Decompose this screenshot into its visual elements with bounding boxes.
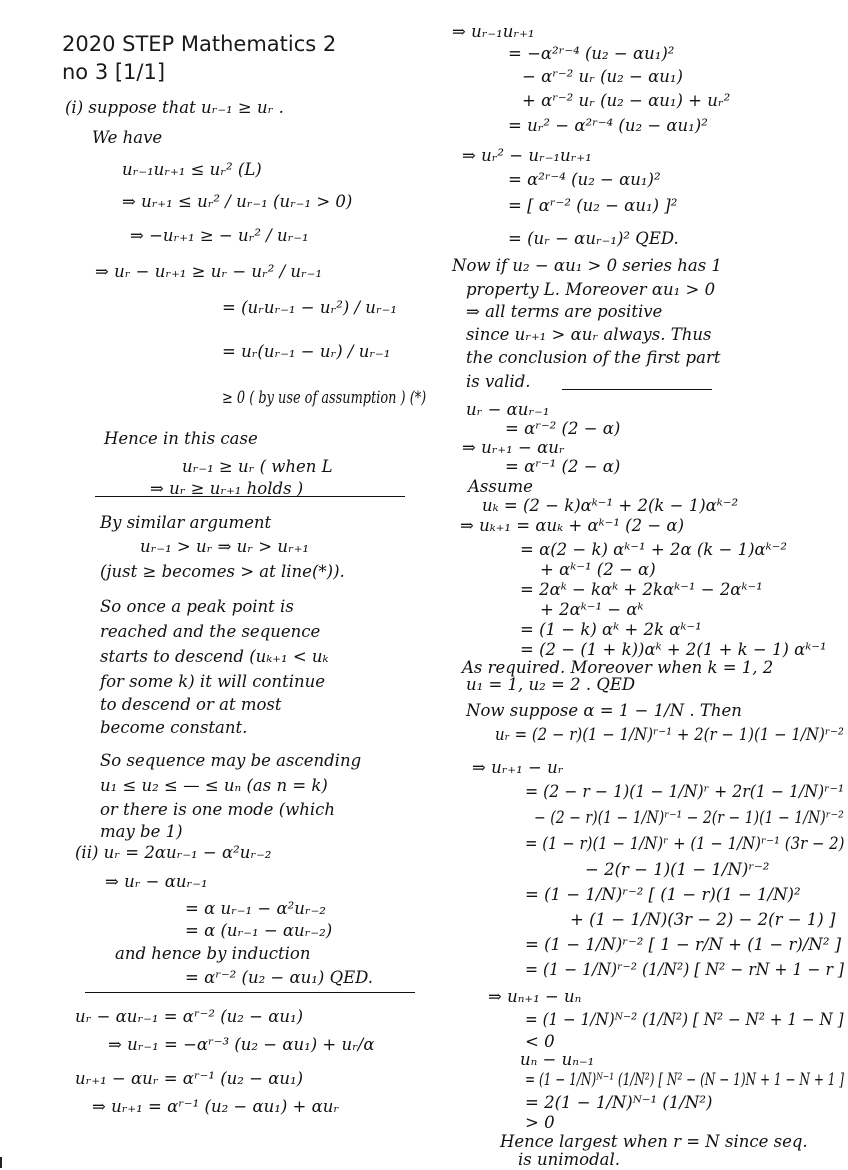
left-math-line: = α uᵣ₋₁ − α²uᵣ₋₂ [185, 899, 326, 918]
left-math-line: (just ≥ becomes > at line(*)). [100, 562, 345, 581]
left-math-line: ⇒ −uᵣ₊₁ ≥ − uᵣ² / uᵣ₋₁ [130, 226, 309, 245]
right-math-line: > 0 [525, 1113, 555, 1132]
left-math-line: ⇒ uᵣ₊₁ ≤ uᵣ² / uᵣ₋₁ (uᵣ₋₁ > 0) [122, 192, 353, 211]
left-math-line: (i) suppose that uᵣ₋₁ ≥ uᵣ . [65, 98, 284, 117]
section-divider [85, 992, 415, 993]
right-math-line: Assume [468, 477, 533, 496]
right-math-line: the conclusion of the first part [466, 348, 721, 367]
right-column [430, 0, 848, 1168]
right-math-line: ⇒ uᵣ₊₁ − uᵣ [472, 758, 564, 777]
right-math-line: = 2(1 − 1/N)ᴺ⁻¹ (1/N²) [525, 1093, 713, 1112]
right-math-line: − (2 − r)(1 − 1/N)ʳ⁻¹ − 2(r − 1)(1 − 1/N)ʳ⁻² [534, 808, 844, 827]
right-math-line: = uᵣ² − α²ʳ⁻⁴ (u₂ − αu₁)² [508, 116, 708, 135]
right-math-line: u₁ = 1, u₂ = 2 . QED [466, 675, 636, 694]
right-math-line: = (uᵣ − αuᵣ₋₁)² QED. [508, 229, 679, 248]
right-math-line: < 0 [525, 1032, 555, 1051]
left-math-line: starts to descend (uₖ₊₁ < uₖ [100, 647, 329, 666]
left-math-line: become constant. [100, 718, 248, 737]
left-math-line: ⇒ uᵣ − αuᵣ₋₁ [105, 872, 208, 891]
right-math-line: ⇒ uₖ₊₁ = αuₖ + αᵏ⁻¹ (2 − α) [460, 516, 685, 535]
left-math-line: ⇒ uᵣ₋₁ = −αʳ⁻³ (u₂ − αu₁) + uᵣ/α [108, 1035, 375, 1054]
right-math-line: ⇒ uᵣ₊₁ − αuᵣ [462, 438, 565, 457]
left-math-line: for some k) it will continue [100, 672, 325, 691]
right-math-line: + αʳ⁻² uᵣ (u₂ − αu₁) + uᵣ² [522, 91, 731, 110]
right-math-line: since uᵣ₊₁ > αuᵣ always. Thus [466, 325, 712, 344]
left-math-line: So sequence may be ascending [100, 751, 362, 770]
right-math-line: = (1 − 1/N)ᴺ⁻² (1/N²) [ N² − N² + 1 − N ] [525, 1010, 844, 1029]
left-math-line: (ii) uᵣ = 2αuᵣ₋₁ − α²uᵣ₋₂ [75, 843, 272, 862]
right-math-line: = 2αᵏ − kαᵏ + 2kαᵏ⁻¹ − 2αᵏ⁻¹ [520, 580, 763, 599]
left-math-line: ≥ 0 ( by use of assumption ) (*) [222, 388, 427, 407]
right-math-line: + 2αᵏ⁻¹ − αᵏ [540, 600, 644, 619]
right-math-line: + (1 − 1/N)(3r − 2) − 2(r − 1) ] [570, 910, 836, 929]
right-math-line: = (1 − 1/N)ʳ⁻² (1/N²) [ N² − rN + 1 − r ] [525, 960, 845, 979]
right-math-line: Now if u₂ − αu₁ > 0 series has 1 [452, 256, 722, 275]
right-math-line: is unimodal. [518, 1150, 621, 1169]
left-math-line: = α (uᵣ₋₁ − αuᵣ₋₂) [185, 921, 333, 940]
right-math-line: = (1 − 1/N)ᴺ⁻¹ (1/N²) [ N² − (N − 1)N + 1 − N + 1 ] [525, 1070, 845, 1089]
left-math-line: and hence by induction [115, 944, 311, 963]
right-math-line: = (2 − r − 1)(1 − 1/N)ʳ + 2r(1 − 1/N)ʳ⁻¹ [525, 782, 845, 801]
right-math-line: uᵣ − αuᵣ₋₁ [466, 400, 550, 419]
left-math-line: to descend or at most [100, 695, 282, 714]
right-math-line: + αᵏ⁻¹ (2 − α) [540, 560, 656, 579]
left-math-line: u₁ ≤ u₂ ≤ — ≤ uₙ (as n = k) [100, 776, 328, 795]
left-math-line: may be 1) [100, 822, 183, 841]
right-math-line: = (1 − 1/N)ʳ⁻² [ (1 − r)(1 − 1/N)² [525, 885, 801, 904]
left-math-line: reached and the sequence [100, 622, 321, 641]
right-math-line: uᵣ = (2 − r)(1 − 1/N)ʳ⁻¹ + 2(r − 1)(1 − 1/N)ʳ⁻² [495, 725, 844, 744]
right-math-line: = αʳ⁻² (2 − α) [505, 419, 621, 438]
right-math-line: = (1 − k) αᵏ + 2k αᵏ⁻¹ [520, 620, 702, 639]
left-math-line: By similar argument [100, 513, 272, 532]
document-title: 2020 STEP Mathematics 2 [62, 32, 337, 56]
left-math-line: ⇒ uᵣ − uᵣ₊₁ ≥ uᵣ − uᵣ² / uᵣ₋₁ [95, 262, 323, 281]
left-math-line: So once a peak point is [100, 597, 294, 616]
left-math-line: uᵣ₋₁ > uᵣ ⇒ uᵣ > uᵣ₊₁ [140, 537, 310, 556]
right-math-line: = αʳ⁻¹ (2 − α) [505, 457, 621, 476]
left-math-line: or there is one mode (which [100, 800, 336, 819]
left-math-line: ⇒ uᵣ₊₁ = αʳ⁻¹ (u₂ − αu₁) + αuᵣ [92, 1097, 340, 1116]
right-math-line: Now suppose α = 1 − 1/N . Then [466, 701, 742, 720]
right-math-line: uₙ − uₙ₋₁ [520, 1050, 595, 1069]
page-corner-mark [0, 1157, 2, 1168]
left-math-line: uᵣ − αuᵣ₋₁ = αʳ⁻² (u₂ − αu₁) [75, 1007, 304, 1026]
right-math-line: = α²ʳ⁻⁴ (u₂ − αu₁)² [508, 170, 661, 189]
right-math-line: ⇒ all terms are positive [466, 302, 663, 321]
left-math-line: = (uᵣuᵣ₋₁ − uᵣ²) / uᵣ₋₁ [222, 298, 397, 317]
document-subtitle: no 3 [1/1] [62, 60, 166, 84]
left-math-line: uᵣ₋₁uᵣ₊₁ ≤ uᵣ² (L) [122, 160, 262, 179]
right-math-line: is valid. [466, 372, 531, 391]
left-math-line: = uᵣ(uᵣ₋₁ − uᵣ) / uᵣ₋₁ [222, 342, 391, 361]
right-math-line: property L. Moreover αu₁ > 0 [466, 280, 716, 299]
right-math-line: uₖ = (2 − k)αᵏ⁻¹ + 2(k − 1)αᵏ⁻² [482, 496, 739, 515]
left-math-line: uᵣ₋₁ ≥ uᵣ ( when L [182, 457, 333, 476]
right-math-line: ⇒ uᵣ² − uᵣ₋₁uᵣ₊₁ [462, 146, 592, 165]
left-math-line: ⇒ uᵣ ≥ uᵣ₊₁ holds ) [150, 479, 304, 498]
right-math-line: = (2 − (1 + k))αᵏ + 2(1 + k − 1) αᵏ⁻¹ [520, 640, 827, 659]
right-math-line: = [ αʳ⁻² (u₂ − αu₁) ]² [508, 196, 678, 215]
section-divider [95, 496, 405, 497]
left-math-line: uᵣ₊₁ − αuᵣ = αʳ⁻¹ (u₂ − αu₁) [75, 1069, 304, 1088]
right-math-line: − αʳ⁻² uᵣ (u₂ − αu₁) [522, 67, 683, 86]
right-math-line: = (1 − 1/N)ʳ⁻² [ 1 − r/N + (1 − r)/N² ] [525, 935, 842, 954]
right-math-line: ⇒ uₙ₊₁ − uₙ [488, 987, 582, 1006]
left-math-line: Hence in this case [104, 429, 258, 448]
right-math-line: = −α²ʳ⁻⁴ (u₂ − αu₁)² [508, 44, 675, 63]
right-math-line: = α(2 − k) αᵏ⁻¹ + 2α (k − 1)αᵏ⁻² [520, 540, 787, 559]
right-math-line: Hence largest when r = N since seq. [500, 1132, 808, 1151]
right-math-line: ⇒ uᵣ₋₁uᵣ₊₁ [452, 22, 535, 41]
right-math-line: = (1 − r)(1 − 1/N)ʳ + (1 − 1/N)ʳ⁻¹ (3r − 2) [525, 834, 845, 853]
left-math-line: = αʳ⁻² (u₂ − αu₁) QED. [185, 968, 374, 987]
right-math-line: − 2(r − 1)(1 − 1/N)ʳ⁻² [585, 860, 770, 879]
left-math-line: We have [92, 128, 163, 147]
underline-rule [562, 389, 712, 390]
right-math-line: As required. Moreover when k = 1, 2 [462, 658, 774, 677]
